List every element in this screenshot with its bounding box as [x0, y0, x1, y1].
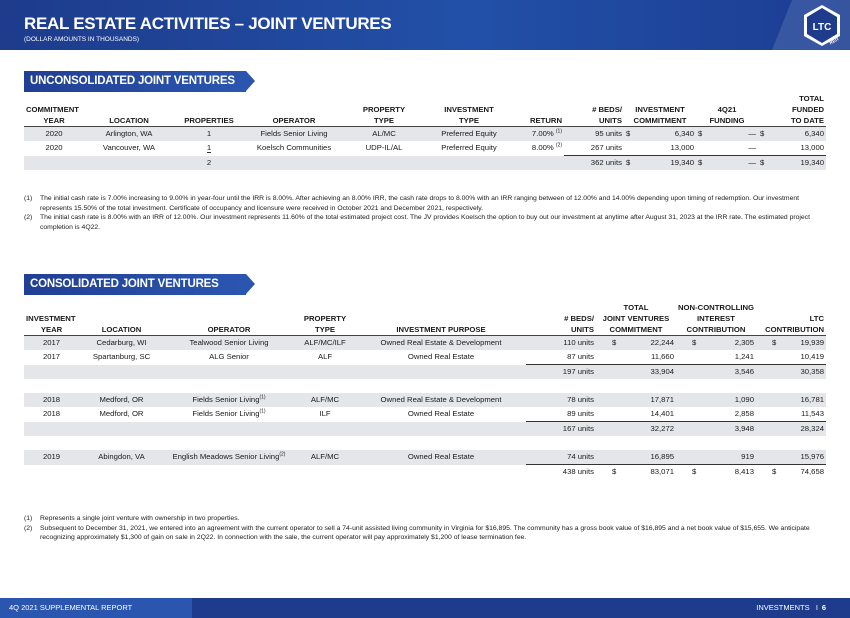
cell-year: 2020	[24, 127, 84, 142]
cell-commitment	[596, 336, 676, 351]
logo-tag: REIT	[828, 35, 840, 46]
footnote	[24, 514, 814, 524]
unconsolidated-section-title: UNCONSOLIDATED JOINT VENTURES	[24, 71, 246, 92]
cell-year: 2018	[42, 409, 61, 419]
header-4q21: 4Q21	[717, 105, 737, 114]
header-location: LOCATION	[79, 324, 164, 336]
header-total: TOTAL	[799, 94, 824, 103]
cell-year: 2017	[24, 336, 79, 351]
report-name: 4Q 2021 SUPPLEMENTAL REPORT	[0, 598, 192, 618]
footnote-ref: (1)	[259, 408, 266, 415]
footnote-ref: (1)	[259, 394, 266, 401]
footer-separator: I	[815, 603, 818, 612]
footnote-ref: (2)	[279, 451, 286, 458]
cell-inv-type: Preferred Equity	[424, 127, 514, 142]
cell-type: ALF/MC/ILF	[294, 336, 356, 351]
cell-operator: Koelsch Communities	[256, 143, 332, 153]
cell-commitment: 17,871	[596, 393, 676, 407]
cell-location: Medford, OR	[79, 393, 164, 407]
cell-units: 110 units	[526, 336, 596, 351]
cell-units: 87 units	[526, 350, 596, 365]
table-row	[24, 393, 826, 407]
page-title: REAL ESTATE ACTIVITIES – JOINT VENTURES	[24, 14, 392, 33]
unconsolidated-header-row-2	[24, 104, 826, 115]
total-contribution	[676, 465, 756, 480]
header-funded: FUNDED	[791, 105, 824, 114]
operator-name: English Meadows Senior Living	[172, 452, 280, 462]
header-property: PROPERTY	[303, 314, 347, 323]
cell-units: 78 units	[526, 393, 596, 407]
subtotal-units: 197 units	[526, 365, 596, 380]
header-investment-2: INVESTMENT	[635, 105, 685, 114]
cell-units: 89 units	[526, 407, 596, 422]
cell-location: Arlington, WA	[84, 127, 174, 142]
cell-commitment: 14,401	[596, 407, 676, 422]
page-footer	[0, 598, 850, 618]
currency: $	[772, 338, 777, 347]
footnote-text: The initial cash rate is 8.00% with an IRR of 12.00%. Our investment represents 11.60% of the total estimated project cost. The JV provides Koelsch the option to buy out our investment at anytime after August 31, 2023 at the IRR rate. The estimated project completion is 4Q22.	[40, 214, 810, 231]
cell-location: Spartanburg, SC	[92, 352, 151, 362]
page-number: 6	[821, 603, 826, 612]
amount: 8,413	[734, 467, 754, 476]
footnote	[24, 524, 814, 543]
header-investment: INVESTMENT	[444, 105, 494, 114]
amount: —	[748, 129, 756, 138]
footnote-text: The initial cash rate is 7.00% increasing to 9.00% in year-four until the IRR is 8.00%. After achieving an 8.00% IRR, the cash rate drops to 8.00% with an IRR ranging between of 12.00% and 14.00% depending upon timing of redemption. Our investment represents 15.50% of the total investment. Certificate of occupancy and licensure were received in October 2021 and December 2021, respectively.	[40, 195, 800, 212]
footnote	[24, 213, 814, 232]
total-units: 362 units	[564, 156, 624, 171]
cell-location: Abingdon, VA	[79, 450, 164, 465]
total-commitment	[596, 465, 676, 480]
cell-return	[514, 141, 564, 156]
cell-year: 2020	[45, 143, 63, 153]
header-operator: OPERATOR	[244, 115, 344, 127]
subtotal-contribution: 3,948	[676, 422, 756, 437]
header-properties: PROPERTIES	[174, 115, 244, 127]
consolidated-section-title: CONSOLIDATED JOINT VENTURES	[24, 274, 246, 295]
header-units: UNITS	[564, 115, 624, 127]
section-name: INVESTMENTS	[756, 603, 810, 612]
cell-funding	[696, 127, 758, 142]
subtotal-contribution: 3,546	[676, 365, 756, 380]
cell-contribution: 2,858	[676, 407, 756, 422]
cell-units: 74 units	[526, 450, 596, 465]
currency: $	[772, 467, 777, 476]
page-subtitle: (DOLLAR AMOUNTS IN THOUSANDS)	[24, 36, 140, 43]
cell-type: ILF	[319, 409, 331, 419]
cell-purpose: Owned Real Estate	[407, 409, 475, 419]
cell-type: AL/MC	[344, 127, 424, 142]
header-year: YEAR	[24, 324, 79, 336]
header-contribution: CONTRIBUTION	[676, 324, 756, 336]
footnote-number: (2)	[24, 524, 33, 532]
cell-purpose: Owned Real Estate	[407, 352, 475, 362]
currency: $	[692, 338, 697, 347]
amount: 6,340	[674, 129, 694, 138]
footnote-text: Represents a single joint venture with ownership in two properties.	[40, 515, 240, 522]
cell-ltc: 11,543	[756, 407, 826, 422]
header-total: TOTAL	[623, 303, 649, 312]
currency: $	[626, 158, 631, 167]
cell-units: 267 units	[564, 141, 624, 156]
cell-type: ALF	[317, 352, 333, 362]
cell-return	[514, 127, 564, 142]
total-ltc	[756, 465, 826, 480]
unconsolidated-footnotes	[24, 194, 814, 232]
cell-operator: Tealwood Senior Living	[164, 336, 294, 351]
cell-funded	[758, 127, 826, 142]
unconsolidated-header-row-1	[24, 93, 826, 104]
cell-inv-type: Preferred Equity	[441, 143, 497, 153]
consolidated-footnotes	[24, 514, 814, 543]
cell-properties	[174, 141, 244, 156]
amount: 6,340	[804, 129, 824, 138]
header-property: PROPERTY	[362, 105, 406, 114]
cell-operator: Fields Senior Living	[244, 127, 344, 142]
consolidated-header-row-2	[24, 313, 826, 324]
cell-year: 2019	[24, 450, 79, 465]
total-funded	[758, 156, 826, 171]
cell-properties: 1	[174, 127, 244, 142]
header-funding: FUNDING	[696, 115, 758, 127]
unconsolidated-table	[24, 93, 826, 170]
amount: 19,939	[800, 338, 824, 347]
currency: $	[760, 129, 765, 138]
currency: $	[698, 158, 703, 167]
total-row	[24, 156, 826, 171]
header-type: TYPE	[344, 115, 424, 127]
cell-commitment: 13,000	[624, 141, 696, 156]
header-commitment: COMMITMENT	[596, 324, 676, 336]
footnote-ref: (2)	[555, 142, 562, 149]
cell-commitment: 16,895	[596, 450, 676, 465]
header-purpose: INVESTMENT PURPOSE	[356, 324, 526, 336]
cell-location: Vancouver, WA	[102, 143, 156, 153]
subtotal-row	[24, 422, 826, 437]
cell-contribution: 919	[676, 450, 756, 465]
consolidated-header-row-1	[24, 302, 826, 313]
header-inv-type: TYPE	[424, 115, 514, 127]
cell-ltc: 10,419	[756, 350, 826, 365]
currency: $	[626, 129, 631, 138]
return-value: 8.00%	[531, 143, 554, 153]
cell-units: 95 units	[564, 127, 624, 142]
total-units: 438 units	[562, 467, 594, 476]
cell-year: 2017	[42, 352, 61, 362]
cell-location: Cedarburg, WI	[79, 336, 164, 351]
header-joint-ventures: JOINT VENTURES	[602, 314, 670, 323]
cell-funding: —	[696, 141, 758, 156]
total-commitment	[624, 156, 696, 171]
header-inv-commitment: COMMITMENT	[624, 115, 696, 127]
cell-year: 2018	[24, 393, 79, 407]
page-header	[0, 0, 850, 50]
footnote-number: (1)	[24, 195, 33, 202]
header-beds: # BEDS/	[564, 314, 594, 323]
total-row	[24, 465, 826, 480]
table-row	[24, 350, 826, 365]
cell-purpose: Owned Real Estate & Development	[356, 393, 526, 407]
currency: $	[612, 467, 617, 476]
cell-funded: 13,000	[758, 141, 826, 156]
cell-contribution: 1,241	[676, 350, 756, 365]
spacer-row	[24, 436, 826, 450]
header-year: YEAR	[24, 115, 84, 127]
subtotal-commitment: 32,272	[596, 422, 676, 437]
return-value: 7.00%	[531, 129, 554, 138]
currency: $	[692, 467, 697, 476]
subtotal-row	[24, 365, 826, 380]
subtotal-ltc: 28,324	[756, 422, 826, 437]
cell-location: Medford, OR	[99, 409, 144, 419]
amount: —	[748, 158, 756, 167]
properties-value: 1	[206, 143, 212, 153]
cell-commitment: 11,660	[596, 350, 676, 365]
cell-contribution: 1,090	[676, 393, 756, 407]
consolidated-header-row-3	[24, 324, 826, 336]
amount: 74,658	[800, 467, 824, 476]
cell-operator	[164, 407, 294, 422]
footnote	[24, 194, 814, 213]
cell-contribution	[676, 336, 756, 351]
table-row	[24, 141, 826, 156]
unconsolidated-header-row-3	[24, 115, 826, 127]
subtotal-commitment: 33,904	[596, 365, 676, 380]
subtotal-units: 167 units	[526, 422, 596, 437]
currency: $	[698, 129, 703, 138]
amount: 19,340	[670, 158, 694, 167]
header-beds: # BEDS/	[592, 105, 622, 114]
cell-type: UDP-IL/AL	[365, 143, 403, 153]
header-interest: INTEREST	[696, 314, 735, 323]
footnote-text: Subsequent to December 31, 2021, we entered into an agreement with the current operator to sell a 74-unit assisted living community in Virginia for $16,895. The community has a gross book value of $16,895 and a net book value of $15,655. We anticipate recognizing approximately $1,300 of gain on sale in 2Q22. In connection with the sale, the current operator will pay approximately $1,200 of lease termination fee.	[40, 524, 810, 541]
currency: $	[612, 338, 617, 347]
cell-operator	[164, 393, 294, 407]
cell-ltc: 15,976	[756, 450, 826, 465]
table-row	[24, 336, 826, 351]
operator-name: Fields Senior Living	[192, 409, 260, 419]
header-ltc: LTC	[809, 314, 824, 323]
consolidated-table	[24, 302, 826, 479]
operator-name: Fields Senior Living	[192, 395, 260, 404]
cell-purpose: Owned Real Estate	[356, 450, 526, 465]
total-funding	[696, 156, 758, 171]
spacer-row	[24, 379, 826, 393]
header-ltc-contribution: CONTRIBUTION	[756, 324, 826, 336]
header-to-date: TO DATE	[758, 115, 826, 127]
amount: 2,305	[734, 338, 754, 347]
currency: $	[760, 158, 765, 167]
header-noncontrolling: NON-CONTROLLING	[678, 303, 755, 312]
cell-ltc: 16,781	[756, 393, 826, 407]
footnote-number: (1)	[24, 515, 33, 522]
amount: 22,244	[650, 338, 674, 347]
ltc-reit-logo	[762, 0, 850, 50]
subtotal-ltc: 30,358	[756, 365, 826, 380]
cell-operator	[164, 450, 294, 465]
table-row	[24, 407, 826, 422]
header-type: TYPE	[294, 324, 356, 336]
cell-operator: ALG Senior	[209, 352, 249, 362]
cell-commitment	[624, 127, 696, 142]
logo-text: LTC	[812, 22, 832, 33]
cell-type: ALF/MC	[294, 393, 356, 407]
header-return: RETURN	[514, 115, 564, 127]
total-properties: 2	[174, 156, 244, 171]
header-commitment: COMMITMENT	[26, 105, 79, 114]
footnote-number: (2)	[24, 214, 33, 221]
cell-type: ALF/MC	[294, 450, 356, 465]
table-row	[24, 450, 826, 465]
header-location: LOCATION	[84, 115, 174, 127]
footnote-ref: (1)	[555, 128, 562, 135]
header-units: UNITS	[526, 324, 596, 336]
header-operator: OPERATOR	[164, 324, 294, 336]
table-row	[24, 127, 826, 142]
footer-section	[756, 598, 818, 618]
amount: 19,340	[800, 158, 824, 167]
header-investment: INVESTMENT	[26, 314, 76, 323]
amount: 83,071	[650, 467, 674, 476]
cell-ltc	[756, 336, 826, 351]
cell-purpose: Owned Real Estate & Development	[356, 336, 526, 351]
